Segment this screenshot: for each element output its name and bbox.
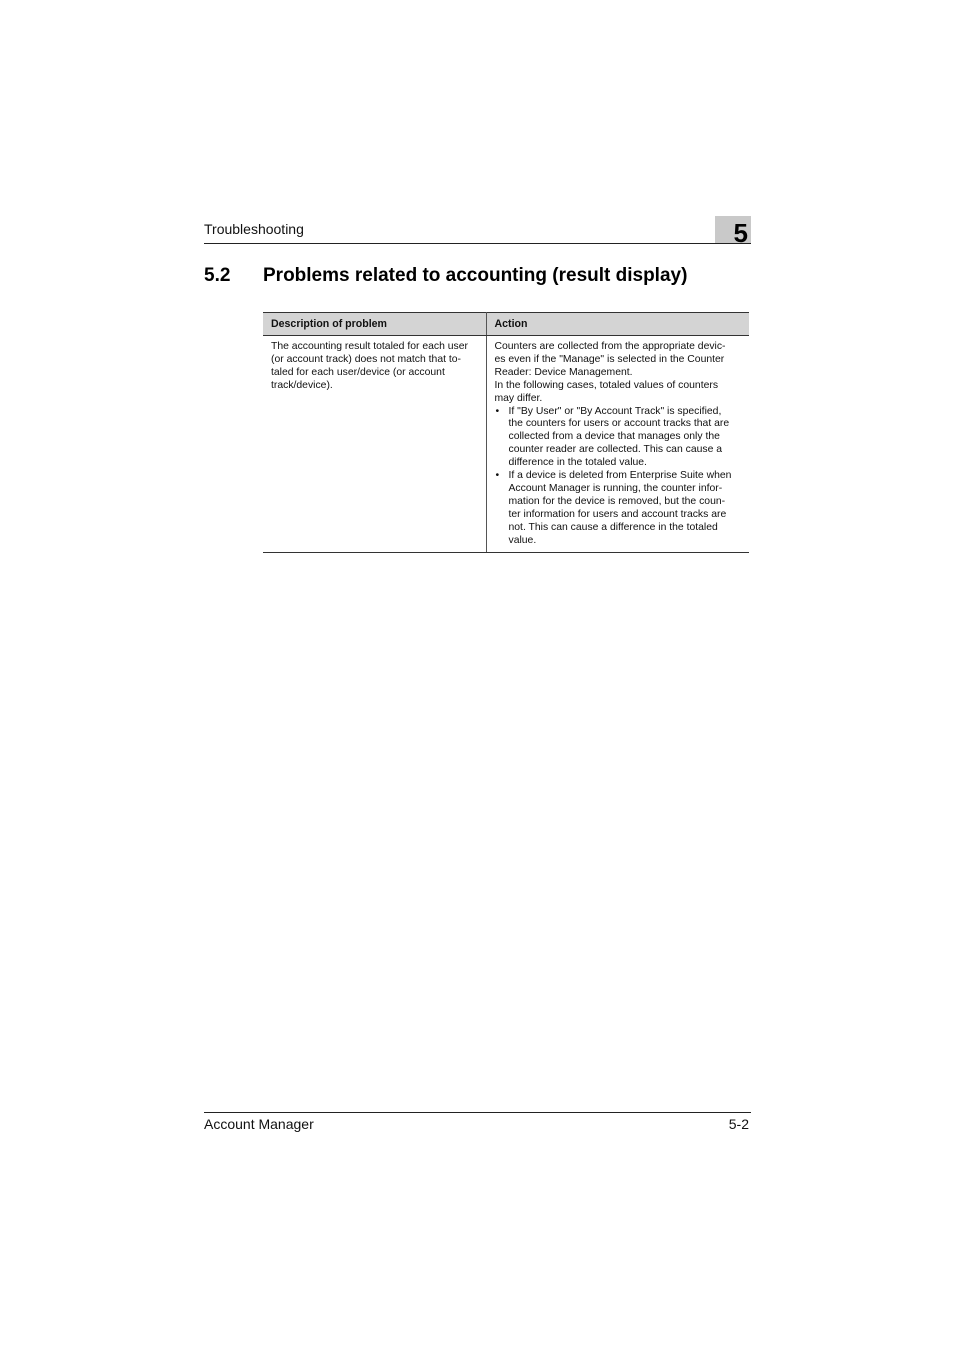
- table-row: [263, 336, 749, 553]
- page-header: [204, 216, 751, 248]
- column-header-action: Action: [486, 313, 749, 336]
- problem-line: (or account track) does not match that to-: [271, 353, 462, 365]
- bullet-line: difference in the totaled value.: [508, 457, 647, 469]
- action-bullet-item: [495, 470, 747, 547]
- bullet-line: the counters for users or account tracks that are: [508, 418, 730, 430]
- column-header-description: Description of problem: [263, 313, 486, 336]
- footer-product-name: Account Manager: [204, 1116, 314, 1132]
- bullet-line: mation for the device is removed, but the coun-: [508, 495, 726, 507]
- chapter-number: 5: [733, 218, 748, 248]
- problem-line: taled for each user/device (or account: [271, 366, 445, 378]
- action-line: may differ.: [494, 392, 543, 404]
- problem-table: [263, 312, 749, 553]
- footer-page-number: 5-2: [728, 1116, 749, 1132]
- section-heading: [204, 264, 764, 288]
- bullet-line: collected from a device that manages only the: [508, 431, 720, 443]
- action-bullet-list: [495, 406, 747, 548]
- problem-description-cell: [263, 336, 486, 553]
- table-header-row: [263, 313, 749, 336]
- bullet-icon: •: [495, 405, 500, 417]
- bullet-line: ter information for users and account tracks are: [508, 508, 727, 520]
- bullet-icon: •: [495, 470, 500, 482]
- chapter-badge: [715, 216, 751, 248]
- page-footer: [204, 1112, 751, 1137]
- action-line: es even if the "Manage" is selected in the Counter: [494, 353, 725, 365]
- action-line: Counters are collected from the appropriate devic-: [494, 341, 726, 352]
- section-number: 5.2: [204, 265, 231, 286]
- action-line: Reader: Device Management.: [494, 366, 633, 378]
- action-cell: [486, 336, 749, 553]
- bullet-line: Account Manager is running, the counter infor-: [508, 482, 723, 494]
- problem-line: The accounting result totaled for each user: [271, 341, 468, 352]
- bullet-line: If "By User" or "By Account Track" is specified,: [508, 405, 722, 417]
- action-line: In the following cases, totaled values of counters: [494, 379, 719, 391]
- action-bullet-item: [495, 406, 747, 471]
- bullet-line: value.: [508, 534, 537, 546]
- bullet-line: counter reader are collected. This can cause a: [508, 444, 723, 456]
- header-title: Troubleshooting: [204, 221, 304, 237]
- section-title: Problems related to accounting (result display): [263, 265, 688, 286]
- problem-line: track/device).: [271, 379, 333, 391]
- bullet-line: If a device is deleted from Enterprise Suite when: [508, 470, 732, 482]
- bullet-line: not. This can cause a difference in the totaled: [508, 521, 718, 533]
